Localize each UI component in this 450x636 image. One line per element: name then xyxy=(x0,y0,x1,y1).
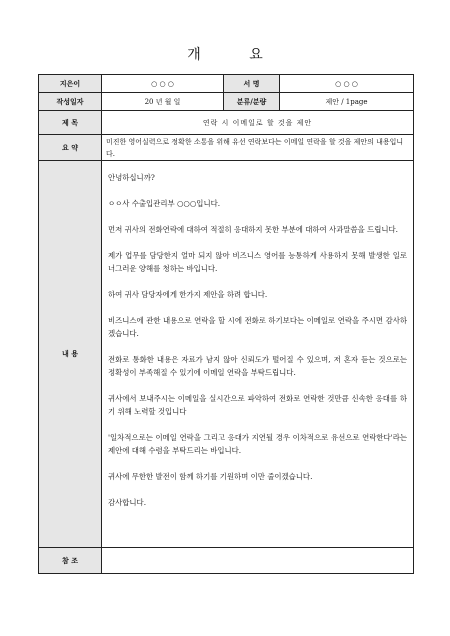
author-label: 지은이 xyxy=(39,75,102,93)
content-paragraph: '일차적으로는 이메일 연락을 그리고 응대가 지연될 경우 이차적으로 유선으로 연락한다'라는 제안에 대해 수렴을 부탁드리는 바입니다. xyxy=(108,433,407,455)
subject-label: 제 목 xyxy=(39,111,102,135)
content-paragraph: 안녕하십니까? xyxy=(108,173,155,182)
category-label: 분류/분량 xyxy=(224,93,280,111)
date-row xyxy=(39,93,414,111)
content-paragraph: 전화로 통화한 내용은 자료가 남지 않아 신뢰도가 떨어질 수 있으며, 저 혼자 듣는 것으로는 정확성이 부족해질 수 있기에 이메일 연락을 부탁드립니다. xyxy=(108,355,407,377)
category-value[interactable]: 제안 / 1page xyxy=(280,93,414,111)
content-paragraph: 하여 귀사 담당자에게 한가지 제안을 하려 합니다. xyxy=(108,290,268,299)
content-paragraph: 비즈니스에 관한 내용으로 연락을 할 시에 전화로 하기보다는 이메일로 연락을 주시면 감사하겠습니다. xyxy=(108,316,407,338)
content-label: 내 용 xyxy=(39,161,102,548)
reference-value[interactable] xyxy=(102,548,414,574)
subject-row xyxy=(39,111,414,135)
subject-value[interactable]: 연락 시 이메일로 할 것을 제안 xyxy=(102,111,414,135)
content-body[interactable] xyxy=(102,161,414,548)
content-paragraph: 귀사에 무한한 발전이 함께 하기를 기원하며 이만 줄이겠습니다. xyxy=(108,472,313,481)
content-paragraph: 감사합니다. xyxy=(108,498,147,507)
summary-label: 요 약 xyxy=(39,135,102,161)
page-title: 개 요 xyxy=(187,47,285,63)
author-value[interactable]: ○ ○ ○ xyxy=(102,75,224,93)
summary-value[interactable]: 미진한 영어실력으로 정확한 소통을 위해 유선 연락보다는 이메일 연락을 할 것을 제안의 내용입니다. xyxy=(102,135,414,161)
summary-row xyxy=(39,135,414,161)
overview-form xyxy=(38,74,414,574)
reference-label: 참 조 xyxy=(39,548,102,574)
content-paragraph: ㅇㅇ사 수출입관리부 ○○○입니다. xyxy=(108,199,221,208)
date-label: 작성일자 xyxy=(39,93,102,111)
content-paragraph: 귀사에서 보내주시는 이메일을 실시간으로 파악하여 전화로 연락한 것만큼 신속한 응대를 하기 위해 노력할 것입니다 xyxy=(108,394,407,416)
reference-row xyxy=(39,548,414,574)
author-row xyxy=(39,75,414,93)
content-paragraph: 제가 업무를 담당한지 얼마 되지 않아 비즈니스 영어를 능통하게 사용하지 못해 발생한 일로 너그러운 양해를 청하는 바입니다. xyxy=(108,251,407,273)
content-row xyxy=(39,161,414,548)
signature-label: 서 명 xyxy=(224,75,280,93)
signature-value[interactable]: ○ ○ ○ xyxy=(280,75,414,93)
date-value[interactable]: 20 년 월 일 xyxy=(102,93,224,111)
content-paragraph: 먼저 귀사의 전화연락에 대하여 적절히 응대하지 못한 부분에 대하여 사과말씀을 드립니다. xyxy=(108,225,399,234)
content-paragraphs xyxy=(108,171,407,509)
